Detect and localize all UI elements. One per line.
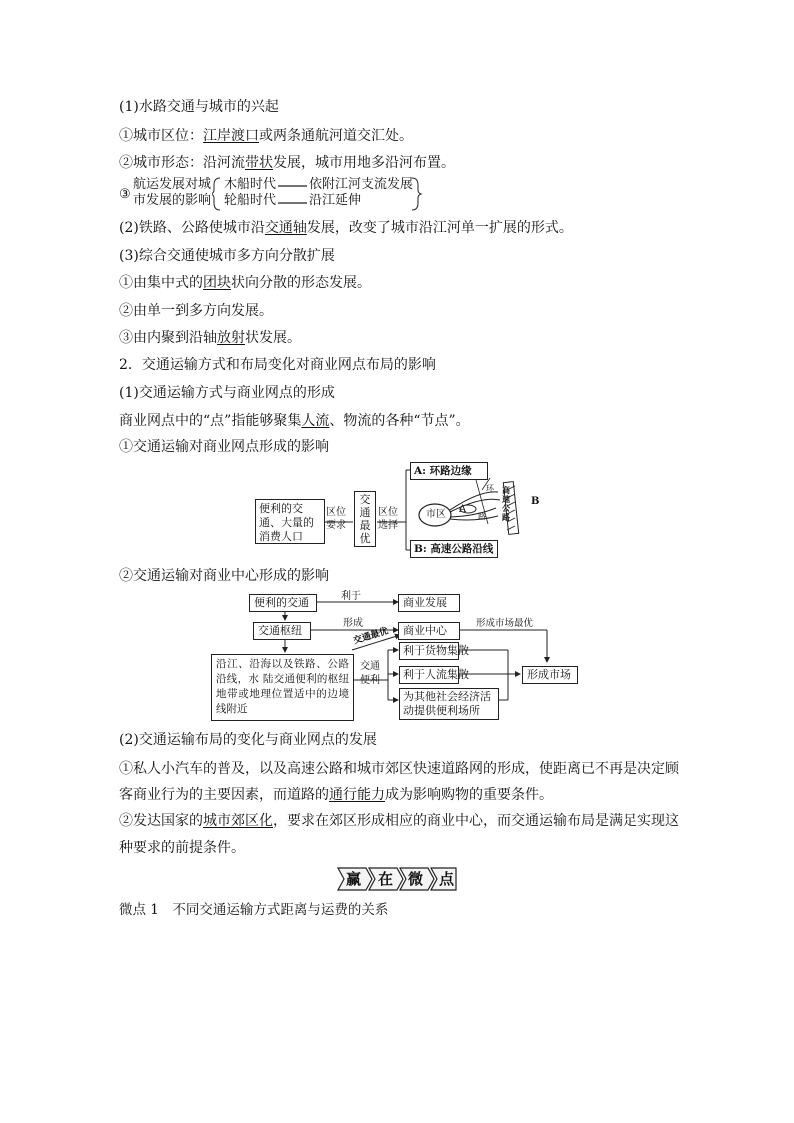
steamship-result: 沿江延伸	[309, 193, 362, 208]
box-transport-hub: 交通枢纽	[253, 622, 311, 640]
label-point-a: A	[459, 504, 467, 515]
label-expressway: 高 速 公 路	[502, 485, 510, 522]
box-commercial-development: 商业发展	[398, 594, 460, 612]
heading-water-transport: (1)水路交通与城市的兴起	[119, 99, 279, 115]
diagram1-title: ①交通运输对商业网点形成的影响	[119, 439, 329, 455]
diagram2-title: ②交通运输对商业中心形成的影响	[119, 568, 329, 584]
heading-layout-change: (2)交通运输布局的变化与商业网点的发展	[119, 732, 377, 748]
box-location-conditions: 沿江、沿海以及铁路、公路沿线，水 陆交通便利的枢纽地带或地理位置适中的边境线附近	[211, 654, 354, 721]
line-railway-highway: (2)铁路、公路使城市沿交通轴发展，改变了城市沿江河单一扩展的形式。	[119, 220, 573, 236]
box-convenient-transport-2: 便利的交通	[249, 594, 317, 612]
label-convenient-transport: 交通 便利	[360, 661, 380, 686]
shipping-left-2: 市发展的影响	[133, 193, 212, 208]
box-form-market: 形成市场	[522, 666, 578, 684]
sub-heading-transport-mode: (1)交通运输方式与商业网点的形成	[119, 385, 335, 401]
line-cluster: ①由集中式的团块状向分散的形态发展。	[119, 275, 371, 291]
label-location-choice: 区位 选择	[378, 507, 398, 531]
box-goods-distribution: 利于货物集散	[399, 642, 459, 660]
definition-node: 商业网点中的“点”指能够聚集人流、物流的各种“节点”。	[119, 413, 470, 429]
line-radial: ③由内聚到沿轴放射状发展。	[119, 330, 301, 346]
paragraph-cars-1: ①私人小汽车的普及，以及高速公路和城市郊区快速道路网的形成，使距离已不再是决定顾	[119, 761, 679, 777]
label-market-best: 形成市场最优	[476, 618, 534, 629]
box-transport-optimal: 交 通 最 优	[354, 491, 376, 547]
box-commercial-center: 商业中心	[398, 622, 460, 640]
label-location-requirement: 区位 要求	[326, 507, 346, 531]
label-urban-area: 市区	[426, 509, 446, 520]
banner-win-micro	[336, 866, 460, 892]
paragraph-suburb-2: 种要求的前提条件。	[119, 840, 245, 856]
label-benefit: 利于	[341, 591, 361, 602]
line-multi-direction: ②由单一到多方向发展。	[119, 303, 273, 319]
banner-char-4: 点	[439, 870, 455, 888]
paragraph-suburb-1: ②发达国家的城市郊区化，要求在郊区形成相应的商业中心，而交通运输布局是满足实现这	[119, 813, 679, 829]
banner-char-3: 微	[408, 870, 424, 888]
box-ring-road-edge: A: 环路边缘	[410, 462, 488, 480]
label-ring: 环	[486, 484, 494, 493]
micro-point-1: 微点 1 不同交通运输方式距离与运费的关系	[119, 902, 389, 918]
wooden-boat-era: 木船时代	[224, 177, 277, 192]
box-people-distribution: 利于人流集散	[399, 666, 459, 684]
circled-three: ③	[119, 187, 131, 202]
heading-section-2: 2．交通运输方式和布局变化对商业网点布局的影响	[119, 357, 436, 373]
label-transport-best: 交通最优	[352, 626, 390, 647]
wooden-boat-result: 依附江河支流发展	[309, 177, 414, 192]
line-city-form: ②城市形态：沿河流带状发展，城市用地多沿河布置。	[119, 155, 455, 171]
line-city-location: ①城市区位：江岸渡口或两条通航河道交汇处。	[119, 128, 413, 144]
heading-comprehensive-transport: (3)综合交通使城市多方向分散扩展	[119, 248, 335, 264]
shipping-left-1: 航运发展对城	[133, 177, 212, 192]
label-road: 路	[478, 512, 486, 521]
label-point-b: B	[531, 496, 540, 507]
paragraph-cars-2: 客商业行为的主要因素，而道路的通行能力成为影响购物的重要条件。	[119, 787, 553, 803]
steamship-era: 轮船时代	[224, 193, 277, 208]
box-convenient-transport: 便利的交通、大量的消费人口	[255, 499, 325, 544]
banner-char-1: 赢	[346, 870, 362, 888]
label-form: 形成	[343, 618, 363, 629]
box-highway-sides: B: 高速公路沿线	[410, 540, 498, 558]
banner-char-2: 在	[378, 870, 394, 888]
box-social-activities: 为其他社会经济活动提供便利场所	[399, 688, 499, 720]
